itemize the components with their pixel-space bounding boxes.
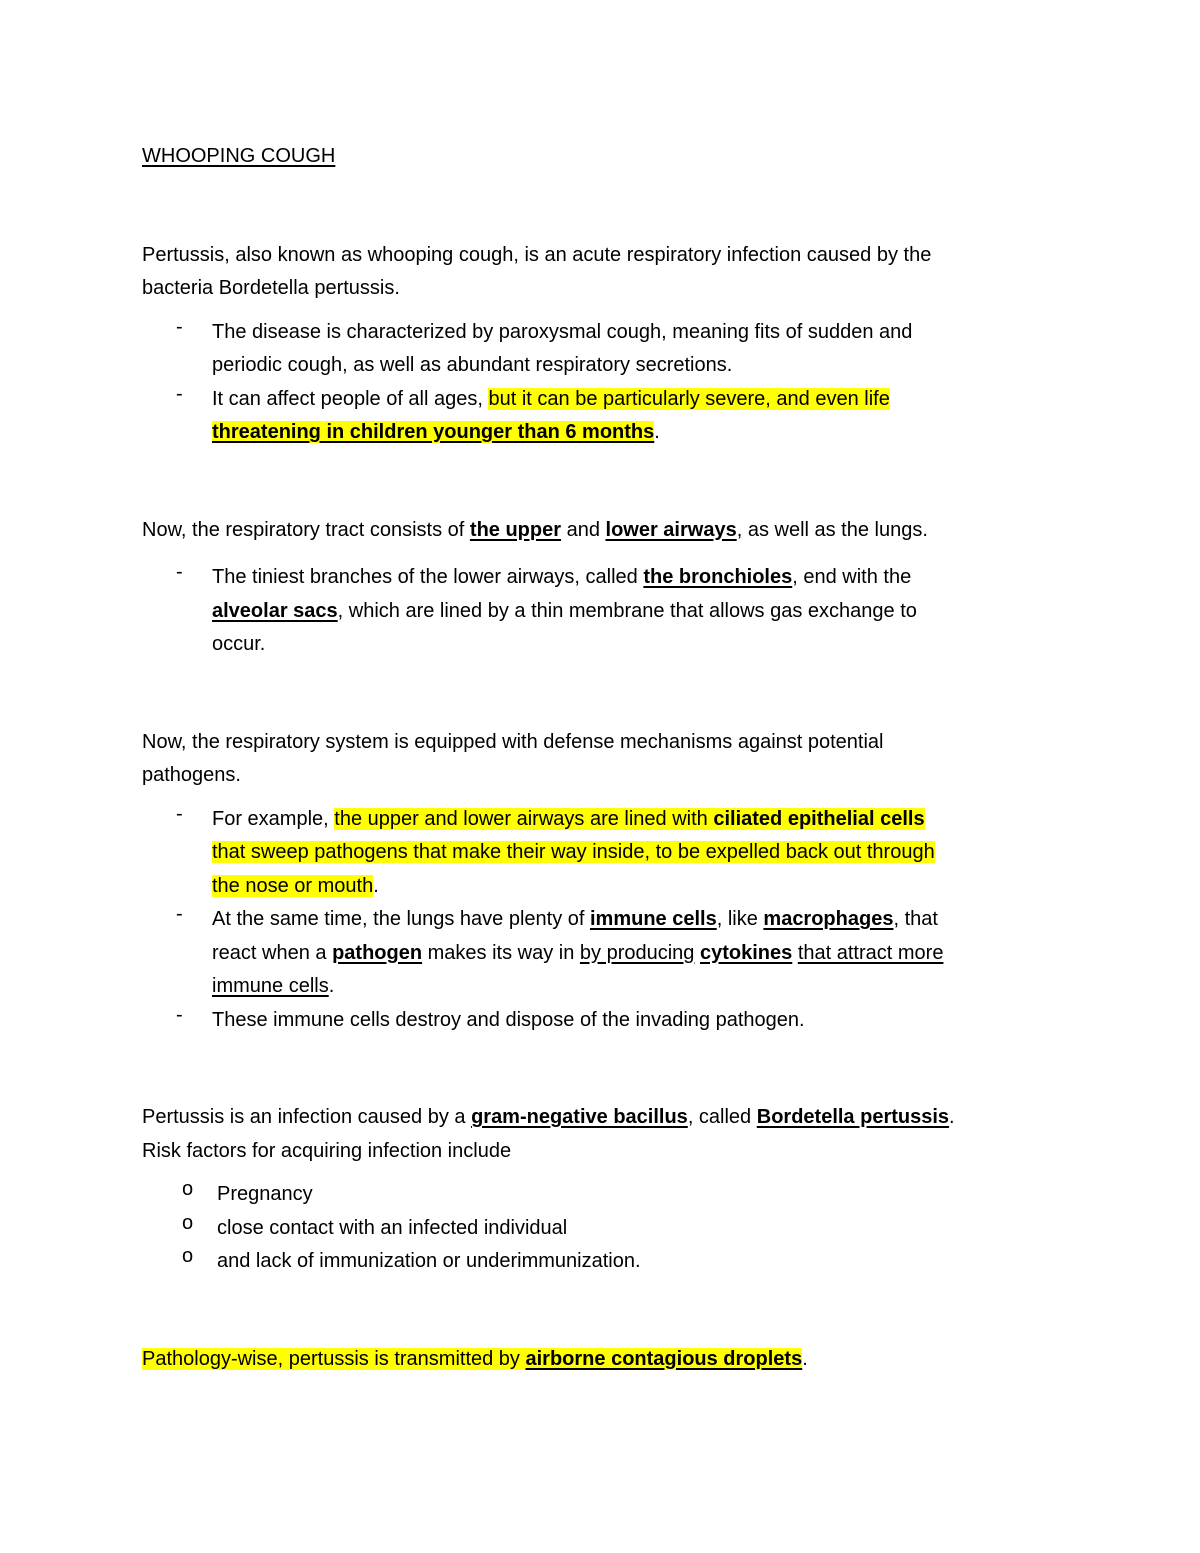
key-term: cytokines: [700, 941, 793, 964]
circle-marker: o: [182, 1245, 194, 1267]
key-term: pathogen: [332, 941, 423, 964]
list-item: [142, 316, 1052, 383]
highlighted-key-term: threatening in children younger than 6 months: [212, 421, 655, 443]
highlighted-key-term: airborne contagious droplets: [525, 1347, 803, 1370]
intro-paragraph: [142, 239, 1052, 306]
text-run: For example,: [212, 807, 335, 830]
underlined-text: immune cells: [212, 975, 329, 997]
text-run: Now, the respiratory tract consists of: [142, 518, 470, 541]
highlighted-text: Pathology-wise, pertussis is transmitted by: [142, 1347, 526, 1370]
bullet-line: [212, 836, 1052, 870]
dash-marker: -: [176, 315, 183, 338]
bullet-line: [212, 416, 1052, 450]
list-item: [142, 903, 1052, 1004]
dash-marker: -: [176, 382, 183, 405]
underlined-text: by producing: [579, 941, 695, 964]
bullet-line: These immune cells destroy and dispose of the invading pathogen.: [212, 1008, 805, 1031]
bullet-line: [212, 870, 1052, 904]
paragraph-line: Risk factors for acquiring infection include: [142, 1139, 512, 1162]
list-item: [142, 1212, 1052, 1246]
dash-marker: -: [176, 1003, 183, 1026]
document-page: [142, 140, 1052, 1376]
list-item-text: close contact with an infected individual: [217, 1216, 568, 1239]
dash-marker: -: [176, 903, 183, 925]
text-run: At the same time, the lungs have plenty of: [212, 908, 590, 930]
bullet-line: The disease is characterized by paroxysmal cough, meaning fits of sudden and: [212, 320, 913, 343]
key-term: the upper: [469, 518, 562, 541]
text-run: , like: [716, 908, 764, 930]
bullet-line: occur.: [212, 633, 266, 655]
list-item: [142, 1245, 1052, 1279]
defense-bullet-list: [142, 803, 1052, 1038]
circle-marker: o: [182, 1211, 194, 1234]
list-item: [142, 1178, 1052, 1212]
list-item: [142, 803, 1052, 904]
text-run: and: [561, 518, 606, 541]
list-item: [142, 383, 1052, 450]
key-term: gram-negative bacillus: [471, 1106, 688, 1128]
bullet-line: [212, 903, 1052, 937]
paragraph-line: pathogens.: [142, 764, 241, 786]
bullet-line: [212, 595, 1052, 629]
highlighted-text: the upper and lower airways are lined with: [334, 807, 714, 830]
transmission-paragraph: [142, 1343, 1052, 1377]
intro-line-1: Pertussis, also known as whooping cough, is an acute respiratory infection caused by the: [142, 243, 932, 266]
key-term: alveolar sacs: [212, 599, 338, 622]
disease-bullet-list: [142, 316, 1052, 450]
paragraph-line: [142, 514, 1052, 548]
text-run: , called: [687, 1106, 757, 1128]
text-run: .: [328, 975, 335, 997]
paragraph-line: Now, the respiratory system is equipped with defense mechanisms against potential: [142, 730, 884, 753]
list-item: [142, 561, 1052, 662]
key-term: the bronchioles: [643, 566, 793, 588]
text-run: .: [802, 1347, 808, 1370]
paragraph-line: [142, 1343, 1052, 1377]
bullet-line: [212, 561, 1052, 595]
dash-marker: -: [176, 802, 183, 825]
bullet-line: [212, 383, 1052, 417]
text-run: react when a: [212, 941, 333, 964]
highlighted-text: but it can be particularly severe, and even life: [488, 387, 890, 410]
highlighted-bold-term: ciliated epithelial cells: [713, 807, 925, 830]
bullet-line: [212, 803, 1052, 837]
key-term: macrophages: [763, 908, 894, 930]
document-title: WHOOPING COUGH: [142, 145, 336, 167]
bullet-line: periodic cough, as well as abundant respiratory secretions.: [212, 354, 733, 376]
text-run: , which are lined by a thin membrane that allows gas exchange to: [337, 599, 917, 622]
circle-marker: o: [182, 1178, 194, 1200]
text-run: , that: [893, 908, 938, 930]
text-run: makes its way in: [422, 941, 580, 964]
key-term: lower airways: [605, 518, 737, 541]
dash-marker: -: [176, 561, 183, 583]
pertussis-paragraph: [142, 1101, 1052, 1168]
text-run: , end with the: [792, 566, 912, 588]
airways-bullet-list: [142, 561, 1052, 662]
key-term: Bordetella pertussis: [756, 1106, 950, 1128]
highlighted-text: that sweep pathogens that make their way inside, to be expelled back out through: [212, 841, 935, 863]
text-run: , as well as the lungs.: [736, 518, 928, 541]
text-run: It can affect people of all ages,: [212, 387, 489, 410]
text-run: .: [654, 421, 660, 443]
risk-factor-list: [142, 1178, 1052, 1279]
bullet-line: [212, 937, 1052, 971]
text-run: The tiniest branches of the lower airways, called: [212, 566, 644, 588]
bullet-line: [212, 970, 1052, 1004]
highlighted-text: the nose or mouth: [212, 874, 374, 897]
text-run: .: [373, 874, 379, 897]
list-item-text: and lack of immunization or underimmunization.: [217, 1250, 641, 1272]
key-term: immune cells: [590, 908, 717, 930]
paragraph-line: [142, 1101, 1052, 1135]
intro-line-2: bacteria Bordetella pertussis.: [142, 277, 400, 299]
text-run: .: [949, 1106, 955, 1128]
list-item-text: Pregnancy: [217, 1183, 313, 1205]
text-run: Pertussis is an infection caused by a: [142, 1106, 472, 1128]
defense-paragraph: [142, 726, 1052, 793]
respiratory-tract-paragraph: [142, 514, 1052, 548]
underlined-text: that attract more: [797, 941, 944, 964]
list-item: [142, 1004, 1052, 1038]
